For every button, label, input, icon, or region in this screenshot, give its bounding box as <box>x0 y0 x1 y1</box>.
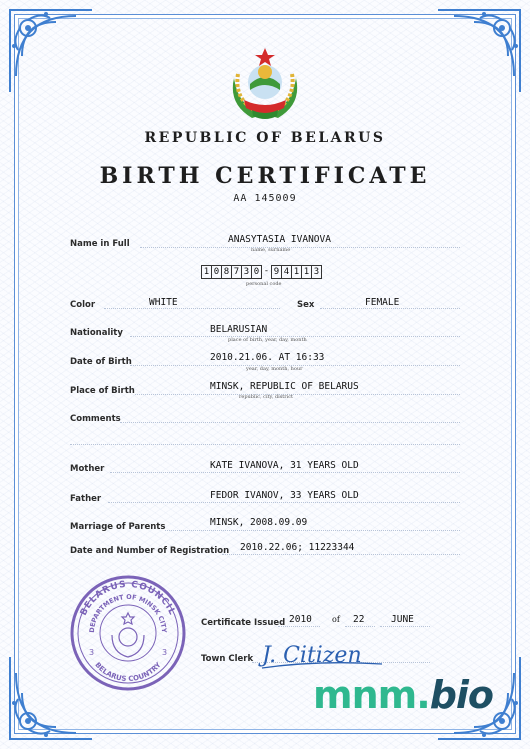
issued-year-line <box>278 626 320 627</box>
marriage-label: Marriage of Parents <box>70 522 166 532</box>
dob-value: 2010.21.06. AT 16:33 <box>210 352 325 363</box>
pob-value: MINSK, REPUBLIC OF BELARUS <box>210 381 359 392</box>
name-hint: name, surname <box>251 247 291 253</box>
issued-label: Certificate Issued <box>201 618 286 628</box>
issued-of: of <box>332 615 340 624</box>
serial-number: AA 145009 <box>233 193 297 204</box>
code-digit: 1 <box>201 265 212 279</box>
code-digit: 1 <box>301 265 312 279</box>
official-stamp <box>68 573 188 693</box>
code-digit: 0 <box>251 265 262 279</box>
issued-year: 2010 <box>289 614 312 625</box>
code-dash: - <box>263 266 270 276</box>
color-line <box>104 308 280 309</box>
marriage-line <box>165 530 460 531</box>
comments-line-1 <box>120 422 460 423</box>
stamp-text-inner: DEPARTMENT OF MINSK CITY <box>87 592 169 634</box>
code-digit: 8 <box>221 265 232 279</box>
name-value: ANASYTASIA IVANOVA <box>228 234 331 245</box>
personal-code-boxes <box>201 265 321 279</box>
corner-ornament-top-right <box>434 6 524 96</box>
issued-day-line <box>345 626 375 627</box>
clerk-label: Town Clerk <box>201 654 254 664</box>
issued-month: JUNE <box>391 614 414 625</box>
watermark-logo <box>313 673 493 717</box>
comments-line-2 <box>70 444 460 445</box>
country-heading: REPUBLIC OF BELARUS <box>144 130 386 146</box>
pob-label: Place of Birth <box>70 386 135 396</box>
father-line <box>108 502 460 503</box>
corner-ornament-top-left <box>6 6 96 96</box>
dob-hint: year, day, month, hour <box>246 366 303 372</box>
stamp-number-left: 3 <box>89 648 95 657</box>
color-label: Color <box>70 300 96 310</box>
comments-label: Comments <box>70 414 121 424</box>
mother-label: Mother <box>70 464 105 474</box>
stamp-number-right: 3 <box>162 648 168 657</box>
pob-line <box>135 394 460 395</box>
stamp-text-bottom: BELARUS COUNTRY <box>93 660 163 684</box>
sex-label: Sex <box>297 300 315 310</box>
watermark-part-2: bio <box>429 673 494 717</box>
svg-text:J. Citizen: J. Citizen <box>262 643 362 668</box>
handwritten-signature <box>258 638 388 672</box>
sex-line <box>320 308 460 309</box>
issued-month-line <box>380 626 430 627</box>
code-digit: 4 <box>281 265 292 279</box>
marriage-value: MINSK, 2008.09.09 <box>210 517 308 528</box>
svg-text:BELARUS COUNTRY <box>93 660 163 683</box>
nationality-hint: place of birth, year, day, month <box>228 337 307 343</box>
pob-hint: republic, city, district <box>239 394 294 400</box>
registration-line <box>222 554 460 555</box>
personal-code-hint: personal code <box>246 281 282 287</box>
star-icon <box>255 48 275 66</box>
nationality-value: BELARUSIAN <box>210 324 268 335</box>
dob-label: Date of Birth <box>70 357 132 367</box>
code-digit: 3 <box>241 265 252 279</box>
mother-line <box>110 472 460 473</box>
father-label: Father <box>70 494 102 504</box>
code-digit: 3 <box>311 265 322 279</box>
stamp-emblem-icon <box>112 613 144 657</box>
father-value: FEDOR IVANOV, 33 YEARS OLD <box>210 490 359 501</box>
issued-day: 22 <box>353 614 365 625</box>
registration-label: Date and Number of Registration <box>70 546 230 556</box>
state-emblem <box>222 44 308 124</box>
document-title: BIRTH CERTIFICATE <box>99 163 431 189</box>
registration-value: 2010.22.06; 11223344 <box>240 542 355 553</box>
watermark-part-1: mnm. <box>313 673 430 717</box>
mother-value: KATE IVANOVA, 31 YEARS OLD <box>210 460 359 471</box>
code-digit: 9 <box>271 265 282 279</box>
color-value: WHITE <box>149 297 178 308</box>
stamp-text-top: BELARUS COUNCIL <box>78 579 178 618</box>
name-line <box>140 247 460 248</box>
sex-value: FEMALE <box>365 297 400 308</box>
nationality-label: Nationality <box>70 328 123 338</box>
name-label: Name in Full <box>70 239 130 249</box>
code-digit: 0 <box>211 265 222 279</box>
code-digit: 7 <box>231 265 242 279</box>
code-digit: 1 <box>291 265 302 279</box>
